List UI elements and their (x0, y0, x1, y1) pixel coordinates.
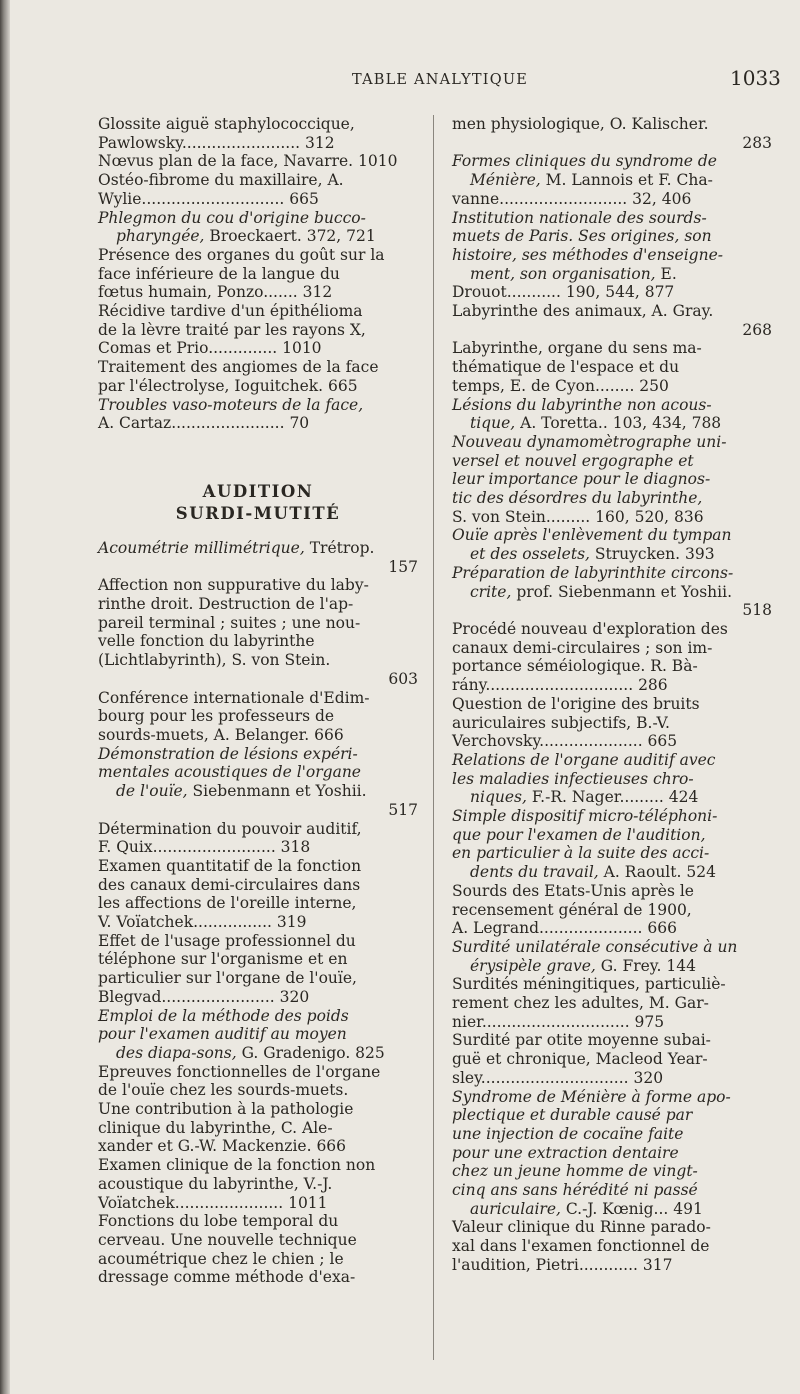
entry-text-line: les affections de l'oreille interne, (98, 894, 357, 913)
entry-text-line: Blegvad....................... 320 (98, 987, 310, 1006)
entry-text-line: particulier sur l'organe de l'ouïe, (98, 969, 357, 988)
entry-title-italic-line: pour l'examen auditif au moyen (98, 1025, 347, 1044)
entry-text-line: G. Gradenigo. 825 (236, 1043, 385, 1062)
entry-title-italic-line: Surdité unilatérale consécutive à un (452, 937, 738, 956)
entry-title-italic-line: les maladies infectieuses chro- (452, 769, 694, 788)
entry-text-line: F.-R. Nager......... 424 (526, 788, 699, 807)
entry-text-line: vanne.......................... 32, 406 (452, 189, 692, 208)
entry-title-italic-line: Démonstration de lésions expéri- (98, 744, 358, 763)
index-entry (98, 689, 418, 745)
index-entry (452, 975, 772, 1031)
entry-text-line: clinique du labyrinthe, C. Ale- (98, 1118, 333, 1137)
entry-text-line: Procédé nouveau d'exploration des (452, 619, 728, 638)
audition-section-entries (98, 539, 418, 1287)
index-entry (98, 246, 418, 302)
entry-text-line: Labyrinthe, organe du sens ma- (452, 339, 702, 358)
index-entry (452, 1218, 772, 1274)
entry-text-line: Présence des organes du goût sur la (98, 245, 385, 264)
entry-text-line: Surdités méningitiques, particuliè- (452, 975, 726, 994)
entry-text-line: Verchovsky..................... 665 (452, 732, 678, 751)
entry-title-italic-line: Phlegmon du cou d'origine bucco- (98, 208, 366, 227)
entry-text-line: 517 (388, 800, 418, 819)
entry-text-line: 157 (388, 557, 418, 576)
entry-title-italic-line: pharyngée, (116, 227, 205, 246)
entry-text-line: S. von Stein......... 160, 520, 836 (452, 507, 704, 526)
entry-text-line: Trétrop. (304, 538, 375, 557)
index-entry (452, 433, 772, 527)
index-entry (98, 1212, 418, 1287)
entry-text-line: velle fonction du labyrinthe (98, 632, 315, 651)
entry-text-line: l'audition, Pietri............ 317 (452, 1255, 673, 1274)
index-entry (452, 882, 772, 938)
entry-text-line: nier.............................. 975 (452, 1012, 665, 1031)
entry-title-italic-line: Acoumétrie millimétrique, (98, 538, 305, 557)
entry-text-line: Epreuves fonctionnelles de l'organe (98, 1062, 381, 1081)
entry-text-line: Siebenmann et Yoshii. (187, 782, 367, 801)
entry-title-italic-line: dents du travail, (470, 863, 599, 882)
entry-text-line: rány.............................. 286 (452, 676, 668, 695)
index-entry (452, 1088, 772, 1219)
index-entry (452, 564, 772, 620)
index-entry (452, 396, 772, 433)
entry-text-line: Valeur clinique du Rinne parado- (452, 1218, 711, 1237)
entry-text-line: Glossite aiguë staphylococcique, (98, 115, 355, 133)
index-entry (98, 358, 418, 395)
entry-title-italic-line: pour une extraction dentaire (452, 1143, 679, 1162)
entry-title-italic-line: Ménière, (470, 171, 541, 190)
entry-title-italic-line: et des osselets, (470, 545, 590, 564)
entry-title-italic-line: Syndrome de Ménière à forme apo- (452, 1087, 731, 1106)
entry-title-italic-line: Préparation de labyrinthite circons- (452, 563, 734, 582)
entry-title-italic-line: muets de Paris. Ses origines, son (452, 227, 712, 246)
entry-text-line: Comas et Prio.............. 1010 (98, 339, 322, 358)
left-column (98, 115, 418, 1287)
index-entry (98, 539, 418, 576)
entry-title-italic-line: érysipèle grave, (470, 956, 596, 975)
entry-text-line: auriculaires subjectifs, B.-V. (452, 713, 670, 732)
entry-text-line: pareil terminal ; suites ; une nou- (98, 613, 361, 632)
entry-text-line: Examen quantitatif de la fonction (98, 856, 362, 875)
entry-text-line: Struycken. 393 (589, 545, 715, 564)
entry-title-italic-line: histoire, ses méthodes d'enseigne- (452, 245, 723, 264)
index-entry (452, 807, 772, 882)
entry-text-line: acoustique du labyrinthe, V.-J. (98, 1174, 333, 1193)
entry-text-line: Fonctions du lobe temporal du (98, 1212, 339, 1231)
entry-title-italic-line: en particulier à la suite des acci- (452, 844, 710, 863)
entry-text-line: 268 (742, 320, 772, 339)
entry-text-line: 518 (742, 601, 772, 620)
entry-text-line: Sourds des Etats-Unis après le (452, 881, 694, 900)
index-entry (98, 1156, 418, 1212)
entry-title-italic-line: plectique et durable causé par (452, 1106, 693, 1125)
index-entry (98, 396, 418, 433)
entry-title-italic-line: chez un jeune homme de vingt- (452, 1162, 698, 1181)
entry-text-line: 603 (388, 669, 418, 688)
entry-text-line: temps, E. de Cyon........ 250 (452, 376, 669, 395)
entry-text-line: A. Cartaz....................... 70 (98, 414, 310, 433)
left-column-index-entries (98, 115, 418, 433)
entry-text-line: C.-J. Kœnig... 491 (560, 1199, 703, 1218)
entry-text-line: Une contribution à la pathologie (98, 1100, 354, 1119)
entry-text-line: Ostéo-fibrome du maxillaire, A. (98, 171, 344, 190)
entry-text-line: de l'ouïe chez les sourds-muets. (98, 1081, 349, 1100)
entry-text-line: Détermination du pouvoir auditif, (98, 819, 362, 838)
section-heading-audition: AUDITION (202, 481, 314, 501)
entry-title-italic-line: de l'ouïe, (116, 782, 188, 801)
entry-text-line: E. (655, 264, 677, 283)
entry-text-line: rinthe droit. Destruction de l'ap- (98, 595, 354, 614)
index-entry (452, 339, 772, 395)
entry-text-line: 283 (742, 133, 772, 152)
entry-title-italic-line: Troubles vaso-moteurs de la face, (98, 395, 364, 414)
entry-text-line: face inférieure de la langue du (98, 264, 340, 283)
entry-text-line: bourg pour les professeurs de (98, 707, 335, 726)
entry-text-line: (Lichtlabyrinth), S. von Stein. (98, 651, 331, 670)
entry-title-italic-line: ment, son organisation, (470, 264, 656, 283)
entry-text-line: par l'électrolyse, Ioguitchek. 665 (98, 376, 358, 395)
entry-text-line: men physiologique, O. Kalischer. (452, 115, 709, 133)
entry-text-line: guë et chronique, Macleod Year- (452, 1050, 708, 1069)
index-entry (98, 115, 418, 152)
entry-title-italic-line: Lésions du labyrinthe non acous- (452, 395, 712, 414)
entry-text-line: Traitement des angiomes de la face (98, 358, 379, 377)
index-entry (452, 209, 772, 303)
index-entry (452, 115, 772, 152)
entry-text-line: Question de l'origine des bruits (452, 694, 700, 713)
entry-title-italic-line: Relations de l'organe auditif avec (452, 750, 716, 769)
entry-text-line: sley.............................. 320 (452, 1068, 664, 1087)
entry-title-italic-line: Institution nationale des sourds- (452, 208, 707, 227)
entry-title-italic-line: une injection de cocaïne faite (452, 1124, 684, 1143)
index-entry (452, 1031, 772, 1087)
section-heading-surdi-mutite: SURDI-MUTITÉ (175, 503, 341, 523)
entry-text-line: V. Voïatchek................ 319 (98, 913, 307, 932)
entry-text-line: Voïatchek...................... 1011 (98, 1193, 328, 1212)
entry-title-italic-line: des diapa-sons, (116, 1043, 237, 1062)
entry-text-line: F. Quix......................... 318 (98, 838, 311, 857)
index-entry (452, 751, 772, 807)
entry-text-line: thématique de l'espace et du (452, 358, 680, 377)
index-entry (98, 576, 418, 688)
entry-text-line: Examen clinique de la fonction non (98, 1156, 376, 1175)
column-divider (433, 115, 434, 1360)
entry-title-italic-line: cinq ans sans hérédité ni passé (452, 1181, 698, 1200)
entry-text-line: canaux demi-circulaires ; son im- (452, 638, 713, 657)
entry-text-line: A. Raoult. 524 (598, 863, 716, 882)
entry-title-italic-line: auriculaire, (470, 1199, 561, 1218)
entry-title-italic-line: tic des désordres du labyrinthe, (452, 489, 703, 508)
index-entry (98, 152, 418, 171)
index-entry (98, 209, 418, 246)
entry-text-line: Affection non suppurative du laby- (98, 576, 369, 595)
entry-title-italic-line: Formes cliniques du syndrome de (452, 152, 717, 171)
entry-title-italic-line: Emploi de la méthode des poids (98, 1006, 349, 1025)
entry-text-line: prof. Siebenmann et Yoshii. (511, 582, 733, 601)
entry-text-line: Récidive tardive d'un épithélioma (98, 302, 363, 321)
entry-text-line: Drouot........... 190, 544, 877 (452, 283, 675, 302)
index-entry (98, 171, 418, 208)
entry-text-line: A. Legrand..................... 666 (452, 919, 677, 938)
entry-text-line: portance séméiologique. R. Bà- (452, 657, 698, 676)
entry-text-line: Surdité par otite moyenne subai- (452, 1031, 711, 1050)
entry-text-line: Wylie............................. 665 (98, 189, 319, 208)
entry-title-italic-line: Ouïe après l'enlèvement du tympan (452, 526, 732, 545)
entry-text-line: acoumétrique chez le chien ; le (98, 1249, 344, 1268)
entry-text-line: de la lèvre traité par les rayons X, (98, 320, 366, 339)
entry-title-italic-line: versel et nouvel ergographe et (452, 451, 694, 470)
index-entry (98, 857, 418, 932)
entry-text-line: fœtus humain, Ponzo....... 312 (98, 283, 333, 302)
entry-text-line: xander et G.-W. Mackenzie. 666 (98, 1137, 347, 1156)
entry-text-line: Nœvus plan de la face, Navarre. 1010 (98, 152, 398, 171)
entry-text-line: Broeckaert. 372, 721 (204, 227, 376, 246)
right-column (452, 115, 772, 1275)
running-header-title: TABLE ANALYTIQUE (352, 72, 529, 88)
entry-title-italic-line: tique, (470, 414, 516, 433)
entry-text-line: A. Toretta.. 103, 434, 788 (515, 414, 722, 433)
entry-text-line: des canaux demi-circulaires dans (98, 875, 361, 894)
index-entry (452, 620, 772, 695)
entry-text-line: Pawlowsky........................ 312 (98, 133, 335, 152)
entry-text-line: Labyrinthe des animaux, A. Gray. (452, 302, 714, 321)
page-number: 1033 (730, 66, 781, 90)
index-entry (98, 820, 418, 857)
entry-text-line: Effet de l'usage professionnel du (98, 931, 356, 950)
index-entry (452, 152, 772, 208)
entry-text-line: rement chez les adultes, M. Gar- (452, 994, 709, 1013)
index-entry (98, 745, 418, 820)
entry-text-line: cerveau. Une nouvelle technique (98, 1230, 357, 1249)
entry-text-line: M. Lannois et F. Cha- (540, 171, 713, 190)
right-column-index-entries (452, 115, 772, 1275)
entry-title-italic-line: leur importance pour le diagnos- (452, 470, 711, 489)
entry-text-line: dressage comme méthode d'exa- (98, 1268, 356, 1287)
entry-text-line: téléphone sur l'organisme et en (98, 950, 348, 969)
index-entry (98, 1007, 418, 1063)
entry-title-italic-line: mentales acoustiques de l'organe (98, 763, 361, 782)
entry-text-line: xal dans l'examen fonctionnel de (452, 1237, 710, 1256)
page-binding-shadow (0, 0, 10, 1394)
entry-text-line: G. Frey. 144 (595, 956, 696, 975)
entry-text-line: recensement général de 1900, (452, 900, 692, 919)
index-entry (452, 695, 772, 751)
entry-text-line: Conférence internationale d'Edim- (98, 688, 370, 707)
index-entry (98, 932, 418, 1007)
entry-text-line: sourds-muets, A. Belanger. 666 (98, 725, 344, 744)
entry-title-italic-line: crite, (470, 582, 512, 601)
index-entry (98, 302, 418, 358)
entry-title-italic-line: Nouveau dynamomètrographe uni- (452, 432, 727, 451)
index-entry (452, 526, 772, 563)
entry-title-italic-line: Simple dispositif micro-téléphoni- (452, 807, 718, 826)
index-entry (452, 302, 772, 339)
index-entry (452, 938, 772, 975)
index-entry (98, 1063, 418, 1157)
entry-title-italic-line: niques, (470, 788, 527, 807)
entry-title-italic-line: que pour l'examen de l'audition, (452, 825, 706, 844)
